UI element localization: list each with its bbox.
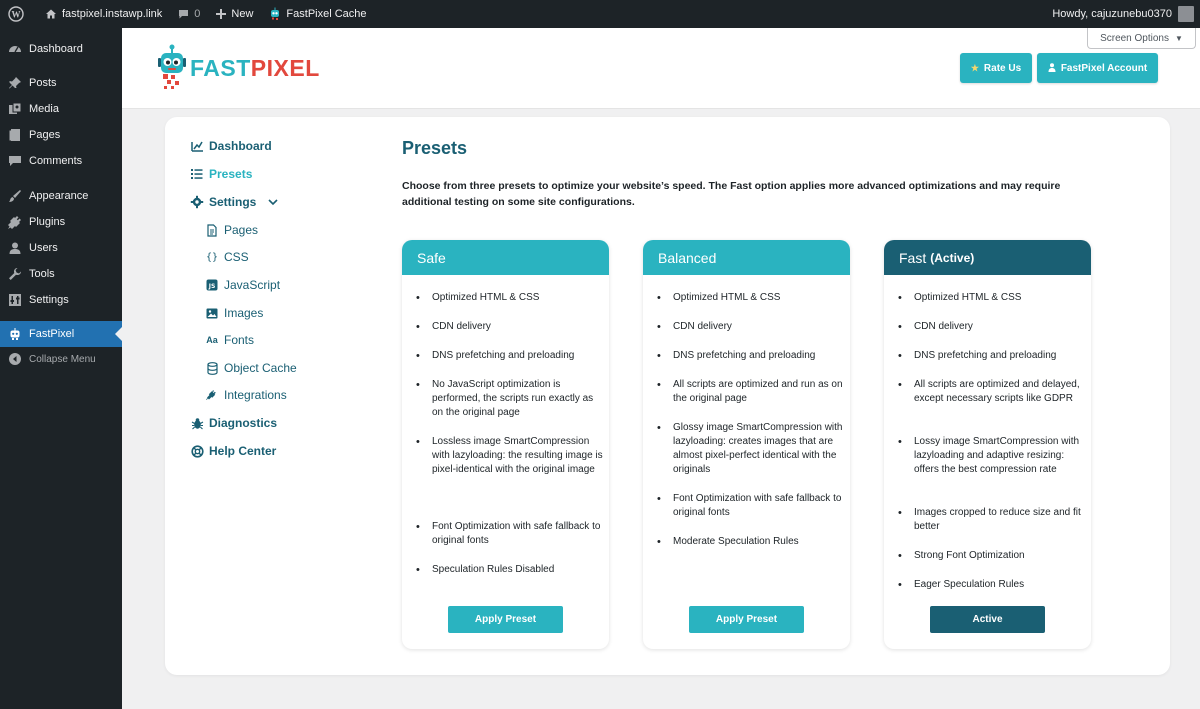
page-icon (205, 223, 219, 237)
plugin-nav-label: Fonts (224, 333, 255, 347)
feature-item: • Strong Font Optimization (914, 549, 1086, 563)
screen-options-button[interactable] (1087, 28, 1196, 49)
image-icon (205, 306, 219, 320)
sidebar-item-fastpixel[interactable] (0, 321, 122, 347)
feature-item: • Lossless image SmartCompression with lazyloading: the resulting image is pixel-identical with the original image (432, 435, 604, 477)
plugin-nav-javascript[interactable] (205, 278, 280, 292)
plugin-header (122, 28, 1200, 109)
plugin-nav-label: Diagnostics (209, 416, 278, 430)
rate-us-button[interactable] (960, 53, 1032, 83)
caret-down-icon: ▼ (1175, 33, 1183, 43)
plugin-nav-fonts[interactable] (205, 333, 254, 347)
plugin-nav-label: Presets (209, 167, 253, 181)
sidebar-item-settings[interactable] (0, 287, 122, 313)
sidebar-item-label: Collapse Menu (29, 353, 96, 365)
active-preset-button[interactable]: Active (930, 606, 1045, 633)
sidebar-item-comments[interactable] (0, 148, 122, 174)
feature-item: • All scripts are optimized and run as on the original page (673, 378, 845, 406)
page-description: Choose from three presets to optimize your website’s speed. The Fast option applies more advanced optimizations and may require additional testing on some site configurations. (402, 180, 1061, 208)
dashboard-icon (190, 139, 204, 153)
plus-icon (216, 9, 226, 19)
feature-item: • No JavaScript optimization is performed, the scripts run exactly as on the original page (432, 378, 604, 420)
comment-icon (8, 154, 22, 168)
svg-text:JS: JS (208, 283, 216, 290)
sidebar-item-label: Tools (29, 268, 55, 280)
fastpixel-account-label: FastPixel Account (1060, 62, 1148, 74)
rate-us-label: Rate Us (983, 62, 1022, 74)
plugin-nav-help-center[interactable] (190, 444, 276, 458)
home-icon (45, 8, 57, 20)
avatar[interactable] (1178, 6, 1194, 22)
preset-card-safe (402, 240, 609, 649)
plugin-nav-label: Settings (209, 195, 257, 209)
preset-header (884, 240, 1091, 275)
feature-item: • Font Optimization with safe fallback to original fonts (673, 492, 845, 520)
sidebar-item-users[interactable] (0, 235, 122, 261)
plugin-nav-object-cache[interactable] (205, 361, 297, 375)
feature-item: • Optimized HTML & CSS (914, 291, 1086, 305)
plugin-nav-label: Dashboard (209, 139, 272, 153)
comments-count: 0 (194, 8, 201, 20)
plugin-nav-pages[interactable] (205, 223, 258, 237)
feature-item: • Optimized HTML & CSS (673, 291, 845, 305)
bug-icon (190, 416, 204, 430)
admin-sidebar (0, 28, 122, 709)
new-content-link[interactable] (208, 0, 261, 28)
sidebar-item-label: Pages (29, 129, 61, 141)
preset-name: Balanced (658, 249, 717, 266)
preset-card-fast (884, 240, 1091, 649)
sidebar-item-label: Appearance (29, 190, 89, 202)
preset-card-balanced (643, 240, 850, 649)
sidebar-item-label: FastPixel (29, 328, 75, 340)
feature-item: • Speculation Rules Disabled (432, 563, 604, 577)
plugin-nav-presets[interactable] (190, 167, 252, 181)
pin-icon (8, 76, 22, 90)
svg-text:W: W (11, 9, 21, 20)
user-icon (8, 241, 22, 255)
new-label: New (231, 8, 254, 20)
dashboard-icon (8, 42, 22, 56)
sidebar-item-appearance[interactable] (0, 183, 122, 209)
plugin-nav-settings[interactable] (190, 195, 278, 209)
sidebar-item-pages[interactable] (0, 122, 122, 148)
page-title: Presets (402, 138, 468, 158)
fastpixel-account-button[interactable] (1037, 53, 1158, 83)
brush-icon (8, 189, 22, 203)
database-icon (205, 361, 219, 375)
feature-item: • Images cropped to reduce size and fit better (914, 506, 1086, 534)
sidebar-item-tools[interactable] (0, 261, 122, 287)
preset-header (402, 240, 609, 275)
plugin-nav-images[interactable] (205, 306, 263, 320)
robot-mascot-icon (158, 44, 186, 92)
plugin-nav-label: Object Cache (224, 361, 297, 375)
active-tag: (Active) (930, 250, 975, 265)
comment-icon (178, 9, 189, 20)
chevron-down-icon (268, 195, 278, 209)
sidebar-item-label: Dashboard (29, 43, 83, 55)
feature-item: • DNS prefetching and preloading (673, 349, 845, 363)
wordpress-logo-icon[interactable] (0, 0, 37, 28)
wrench-icon (8, 267, 22, 281)
site-name: fastpixel.instawp.link (62, 8, 163, 20)
fastpixel-cache-link[interactable] (261, 0, 374, 28)
fastpixel-logo (158, 44, 320, 92)
comments-link[interactable] (170, 0, 208, 28)
sidebar-item-label: Media (29, 103, 59, 115)
js-icon (205, 278, 219, 292)
fastpixel-cache-label: FastPixel Cache (286, 8, 367, 20)
robot-icon (269, 7, 281, 21)
user-icon (1048, 63, 1056, 74)
list-icon (190, 167, 204, 181)
preset-name: Fast (899, 249, 927, 266)
collapse-icon (8, 352, 22, 366)
plugin-nav-label: Help Center (209, 444, 277, 458)
feature-item: • CDN delivery (432, 320, 604, 334)
star-icon: ★ (970, 62, 979, 73)
font-icon: Aa (206, 335, 218, 345)
media-icon (8, 102, 22, 116)
apply-preset-safe-button[interactable]: Apply Preset (448, 606, 563, 633)
feature-item: • Font Optimization with safe fallback to original fonts (432, 520, 604, 548)
braces-icon: {} (205, 251, 219, 263)
plugin-nav-integrations[interactable] (205, 388, 287, 402)
feature-item: • CDN delivery (673, 320, 845, 334)
sidebar-item-plugins[interactable] (0, 209, 122, 235)
feature-item: • DNS prefetching and preloading (914, 349, 1086, 363)
gear-icon (190, 195, 204, 209)
lifebuoy-icon (190, 444, 204, 458)
admin-bar (0, 0, 1200, 28)
account-menu[interactable] (1044, 0, 1200, 28)
sidebar-item-label: Users (29, 242, 58, 254)
sidebar-item-label: Comments (29, 155, 83, 167)
preset-name: Safe (417, 249, 446, 266)
plugin-nav-label: Integrations (224, 388, 287, 402)
sidebar-item-posts[interactable] (0, 70, 122, 96)
plugin-nav-diagnostics[interactable] (190, 416, 277, 430)
feature-item: • Eager Speculation Rules (914, 578, 1086, 592)
plugin-nav-label: Pages (224, 223, 259, 237)
page-icon (8, 128, 22, 142)
sidebar-item-label: Settings (29, 294, 69, 306)
sidebar-item-label: Posts (29, 77, 57, 89)
plug-icon (8, 215, 22, 229)
sidebar-item-media[interactable] (0, 96, 122, 122)
plug-icon (205, 388, 219, 402)
robot-icon (8, 327, 22, 341)
preset-header (643, 240, 850, 275)
apply-preset-balanced-button[interactable]: Apply Preset (689, 606, 804, 633)
logo-wordmark: FASTPIXEL (190, 54, 320, 81)
feature-item: • CDN delivery (914, 320, 1086, 334)
collapse-menu-button[interactable] (0, 346, 122, 372)
plugin-nav-label: CSS (224, 250, 249, 264)
screen-options-label: Screen Options (1100, 32, 1169, 44)
feature-item: • Optimized HTML & CSS (432, 291, 604, 305)
feature-item: • Moderate Speculation Rules (673, 535, 845, 549)
plugin-nav-label: Images (224, 306, 264, 320)
settings-icon (8, 293, 22, 307)
sidebar-item-label: Plugins (29, 216, 66, 228)
feature-item: • DNS prefetching and preloading (432, 349, 604, 363)
feature-item: • Lossy image SmartCompression with lazyloading and adaptive resizing: offers the best compression rate (914, 435, 1086, 477)
site-name-link[interactable] (37, 0, 170, 28)
howdy-text: Howdy, cajuzunebu0370 (1052, 8, 1172, 20)
plugin-nav-dashboard[interactable] (190, 139, 272, 153)
plugin-nav-label: JavaScript (224, 278, 281, 292)
plugin-nav-css[interactable] (205, 250, 249, 264)
feature-item: • Glossy image SmartCompression with lazyloading: creates images that are almost pixel-perfect identical with the originals (673, 421, 845, 477)
feature-item: • All scripts are optimized and delayed, except necessary scripts like GDPR (914, 378, 1086, 406)
sidebar-item-dashboard[interactable] (0, 36, 122, 62)
